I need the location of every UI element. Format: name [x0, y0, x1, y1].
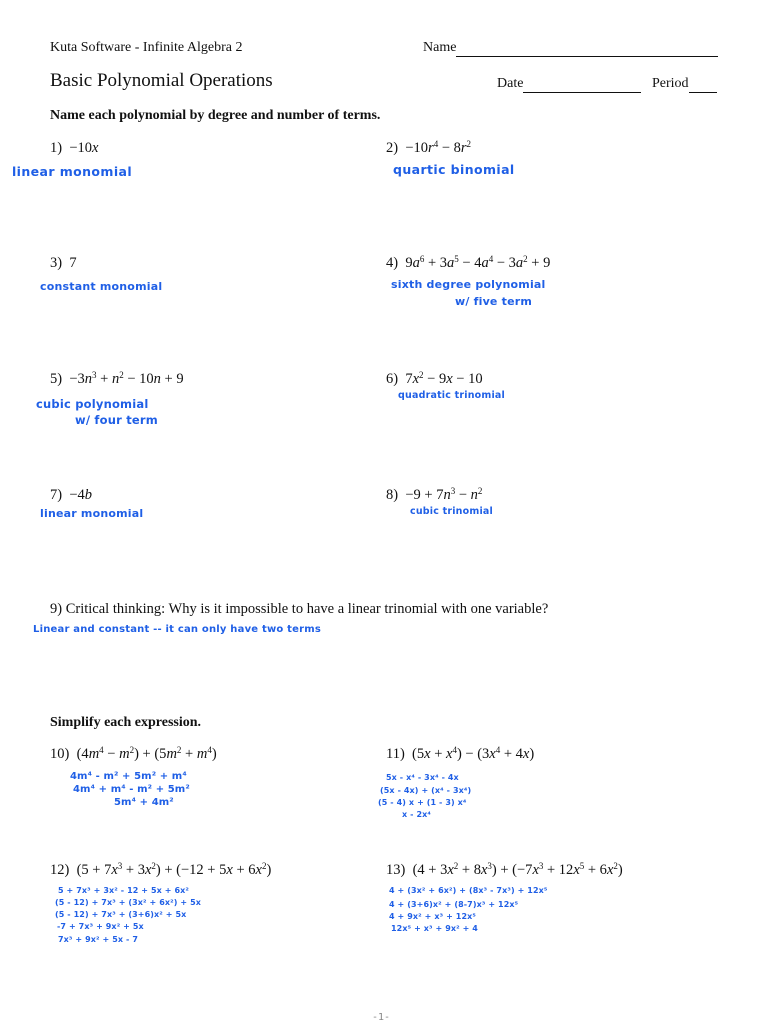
work-10-line-1: 4m⁴ - m² + 5m² + m⁴ [70, 771, 187, 782]
problem-13: 13) $(4 + 3x^2 + 8x^3) + (-7x^3 + 12x^5 + 6x^2)$ [386, 861, 623, 878]
work-12-line-4: -7 + 7x³ + 9x² + 5x [57, 922, 144, 931]
problem-3: 3) 7 [50, 255, 77, 271]
work-13-line-2: 4 + (3+6)x² + (8-7)x³ + 12x⁵ [389, 900, 519, 909]
answer-4-line-2: w/ five term [455, 295, 533, 308]
answer-2: quartic binomial [393, 162, 515, 177]
work-11-line-3: (5 - 4) x + (1 - 3) x⁴ [378, 798, 467, 807]
work-12-line-1: 5 + 7x³ + 3x² - 12 + 5x + 6x² [58, 886, 190, 895]
work-13-line-3: 4 + 9x² + x³ + 12x⁵ [389, 912, 476, 921]
answer-6: quadratic trinomial [398, 390, 506, 401]
name-blank[interactable] [456, 40, 718, 57]
answer-5-line-2: w/ four term [75, 413, 158, 427]
work-13-line-1: 4 + (3x² + 6x²) + (8x³ - 7x³) + 12x⁵ [389, 886, 548, 895]
work-11-line-1: 5x - x⁴ - 3x⁴ - 4x [386, 773, 459, 782]
date-blank[interactable] [523, 76, 641, 93]
answer-5-line-1: cubic polynomial [36, 397, 149, 411]
period-blank[interactable] [689, 76, 717, 93]
page-number: -1- [372, 1012, 391, 1023]
problem-11: 11) $(5x + x^4) - (3x^4 + 4x)$ [386, 745, 535, 762]
problem-10: 10) $(4m^4 - m^2) + (5m^2 + m^4)$ [50, 745, 217, 762]
work-10-line-3: 5m⁴ + 4m² [114, 797, 174, 808]
name-field [423, 40, 718, 57]
worksheet-title: Basic Polynomial Operations [50, 70, 273, 91]
answer-3: constant monomial [40, 280, 163, 293]
problem-4: 4) $9a^6 + 3a^5 - 4a^4 - 3a^2 + 9$ [386, 254, 551, 271]
problem-7: 7) −4b [50, 487, 93, 503]
work-11-line-4: x - 2x⁴ [402, 810, 431, 819]
work-12-line-2: (5 - 12) + 7x³ + (3x² + 6x²) + 5x [55, 898, 202, 907]
answer-1: linear monomial [12, 164, 133, 179]
answer-8: cubic trinomial [410, 506, 493, 517]
problem-1: 1) −10x [50, 140, 99, 156]
problem-6: 6) $7x^2 - 9x - 10$ [386, 370, 483, 387]
problem-12: 12) $(5 + 7x^3 + 3x^2) + (-12 + 5x + 6x^2)$ [50, 861, 272, 878]
problem-5: $5) -3n^3 + n^2 - 10n + 9$ [50, 370, 184, 387]
section-2-instruction: Simplify each expression. [50, 715, 202, 730]
answer-4-line-1: sixth degree polynomial [391, 278, 546, 291]
problem-2: $2) -10r^4 - 8r^2$ [386, 139, 472, 156]
work-13-line-4: 12x⁵ + x³ + 9x² + 4 [391, 924, 478, 933]
section-1-instruction: Name each polynomial by degree and number of terms. [50, 108, 381, 123]
problem-8: $8) -9 + 7n^3 - n^2$ [386, 486, 483, 503]
answer-7: linear monomial [40, 507, 144, 520]
work-12-line-5: 7x³ + 9x² + 5x - 7 [58, 935, 138, 944]
work-10-line-2: 4m⁴ + m⁴ - m² + 5m² [73, 784, 190, 795]
work-11-line-2: (5x - 4x) + (x⁴ - 3x⁴) [380, 786, 472, 795]
work-12-line-3: (5 - 12) + 7x³ + (3+6)x² + 5x [55, 910, 187, 919]
publisher-label: Kuta Software - Infinite Algebra 2 [50, 40, 243, 55]
problem-9: 9) Critical thinking: Why is it impossible to have a linear trinomial with one variable? [50, 601, 549, 617]
date-label: Date [497, 76, 524, 91]
answer-9: Linear and constant -- it can only have two terms [33, 624, 321, 635]
name-label: Name [423, 40, 457, 55]
date-field [497, 76, 717, 93]
period-label: Period [651, 76, 689, 91]
